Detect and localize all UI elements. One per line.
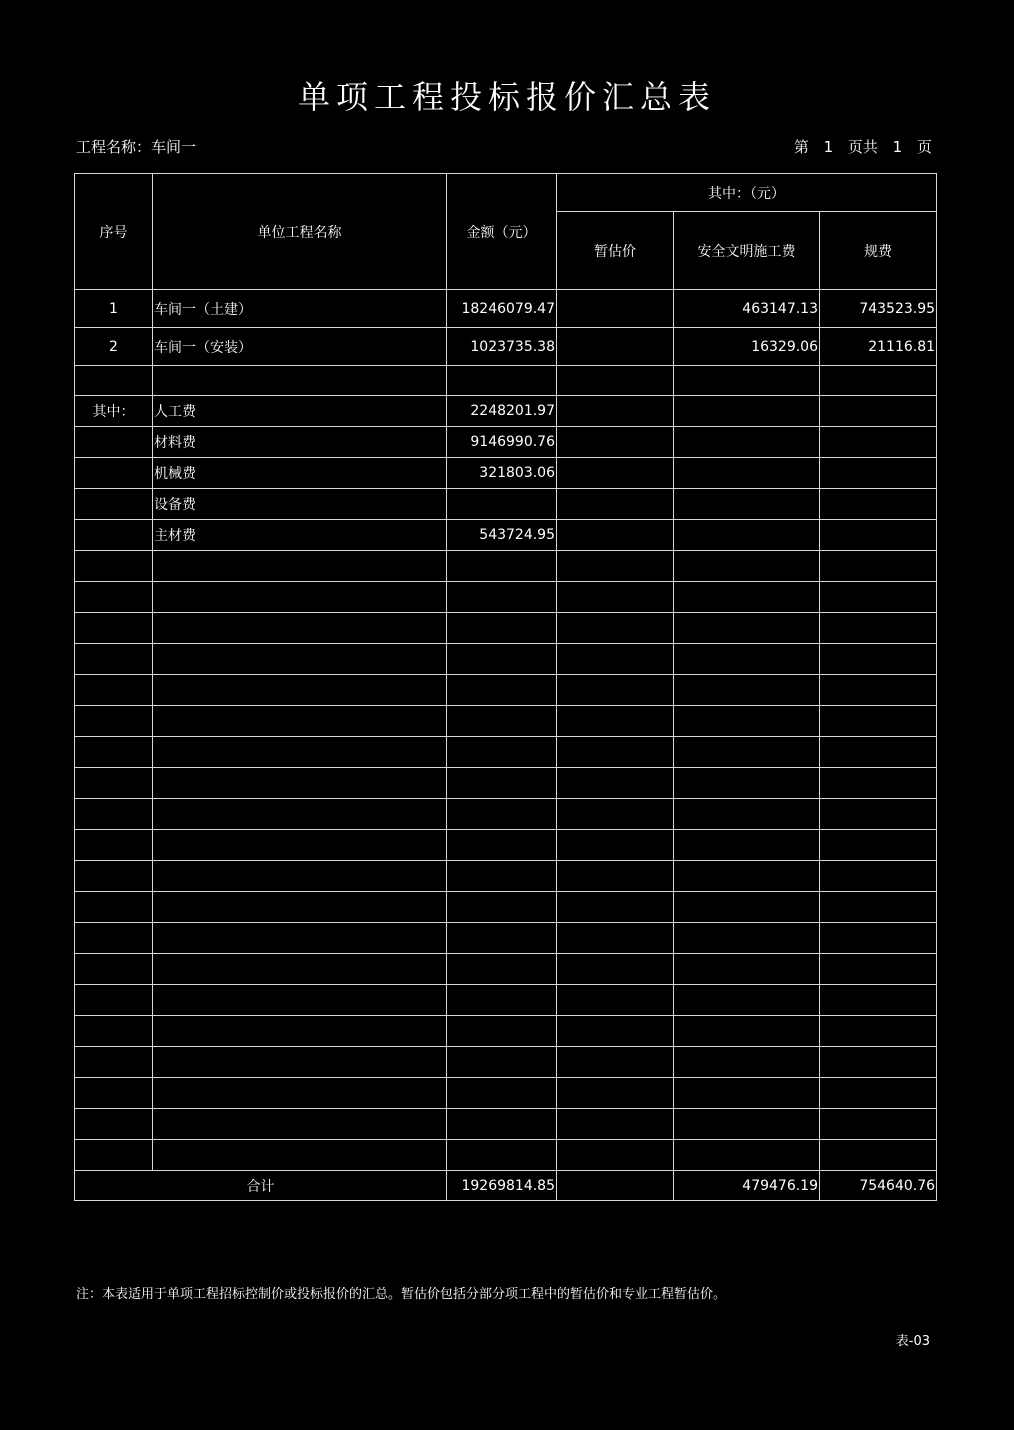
empty-row — [75, 706, 937, 737]
empty-row — [75, 1140, 937, 1171]
empty-row — [75, 799, 937, 830]
header-unit-name: 单位工程名称 — [153, 174, 447, 290]
breakdown-name: 机械费 — [153, 458, 447, 489]
breakdown-name: 材料费 — [153, 427, 447, 458]
breakdown-amount: 543724.95 — [447, 520, 557, 551]
row-amount: 18246079.47 — [447, 290, 557, 328]
row-fees: 21116.81 — [820, 328, 937, 366]
empty-row — [75, 582, 937, 613]
total-row — [75, 1171, 937, 1201]
empty-row — [75, 1047, 937, 1078]
header-of-which: 其中：（元） — [557, 174, 937, 212]
total-safety: 479476.19 — [674, 1171, 820, 1201]
empty-row — [75, 1078, 937, 1109]
row-provisional — [557, 290, 674, 328]
header-amount: 金额（元） — [447, 174, 557, 290]
breakdown-name: 主材费 — [153, 520, 447, 551]
header-safety-fee: 安全文明施工费 — [674, 212, 820, 290]
empty-row — [75, 892, 937, 923]
empty-row — [75, 551, 937, 582]
row-provisional — [557, 328, 674, 366]
project-name: 工程名称：车间一 — [76, 138, 197, 156]
row-safety: 16329.06 — [674, 328, 820, 366]
breakdown-label: 其中： — [75, 396, 153, 427]
total-provisional — [557, 1171, 674, 1201]
empty-row — [75, 768, 937, 799]
empty-row — [75, 1109, 937, 1140]
total-fees: 754640.76 — [820, 1171, 937, 1201]
total-amount: 19269814.85 — [447, 1171, 557, 1201]
footnote: 注：本表适用于单项工程招标控制价或投标报价的汇总。暂估价包括分部分项工程中的暂估价和专业工程暂估价。 — [76, 1287, 727, 1302]
breakdown-amount: 321803.06 — [447, 458, 557, 489]
page-title: 单项工程投标报价汇总表 — [297, 78, 716, 116]
breakdown-amount — [447, 489, 557, 520]
row-name: 车间一（安装） — [153, 328, 447, 366]
empty-row — [75, 923, 937, 954]
breakdown-amount: 2248201.97 — [447, 396, 557, 427]
total-label: 合计 — [75, 1171, 447, 1201]
breakdown-row — [75, 427, 937, 458]
header-regulatory-fee: 规费 — [820, 212, 937, 290]
page-indicator: 第 1 页共 1 页 — [793, 138, 932, 156]
breakdown-row — [75, 396, 937, 427]
empty-row — [75, 1016, 937, 1047]
empty-row — [75, 737, 937, 768]
breakdown-name: 人工费 — [153, 396, 447, 427]
breakdown-name: 设备费 — [153, 489, 447, 520]
row-safety: 463147.13 — [674, 290, 820, 328]
header-seq: 序号 — [75, 174, 153, 290]
row-seq: 1 — [75, 290, 153, 328]
empty-row — [75, 644, 937, 675]
empty-row — [75, 830, 937, 861]
empty-row — [75, 861, 937, 892]
summary-table — [74, 173, 937, 1201]
empty-row — [75, 613, 937, 644]
spacer-row — [75, 366, 937, 396]
row-fees: 743523.95 — [820, 290, 937, 328]
empty-row — [75, 985, 937, 1016]
breakdown-row — [75, 489, 937, 520]
row-seq: 2 — [75, 328, 153, 366]
table-row — [75, 328, 937, 366]
form-code: 表-03 — [895, 1334, 930, 1349]
empty-row — [75, 675, 937, 706]
header-provisional: 暂估价 — [557, 212, 674, 290]
row-amount: 1023735.38 — [447, 328, 557, 366]
empty-row — [75, 954, 937, 985]
breakdown-row — [75, 520, 937, 551]
breakdown-row — [75, 458, 937, 489]
table-row — [75, 290, 937, 328]
breakdown-amount: 9146990.76 — [447, 427, 557, 458]
row-name: 车间一（土建） — [153, 290, 447, 328]
